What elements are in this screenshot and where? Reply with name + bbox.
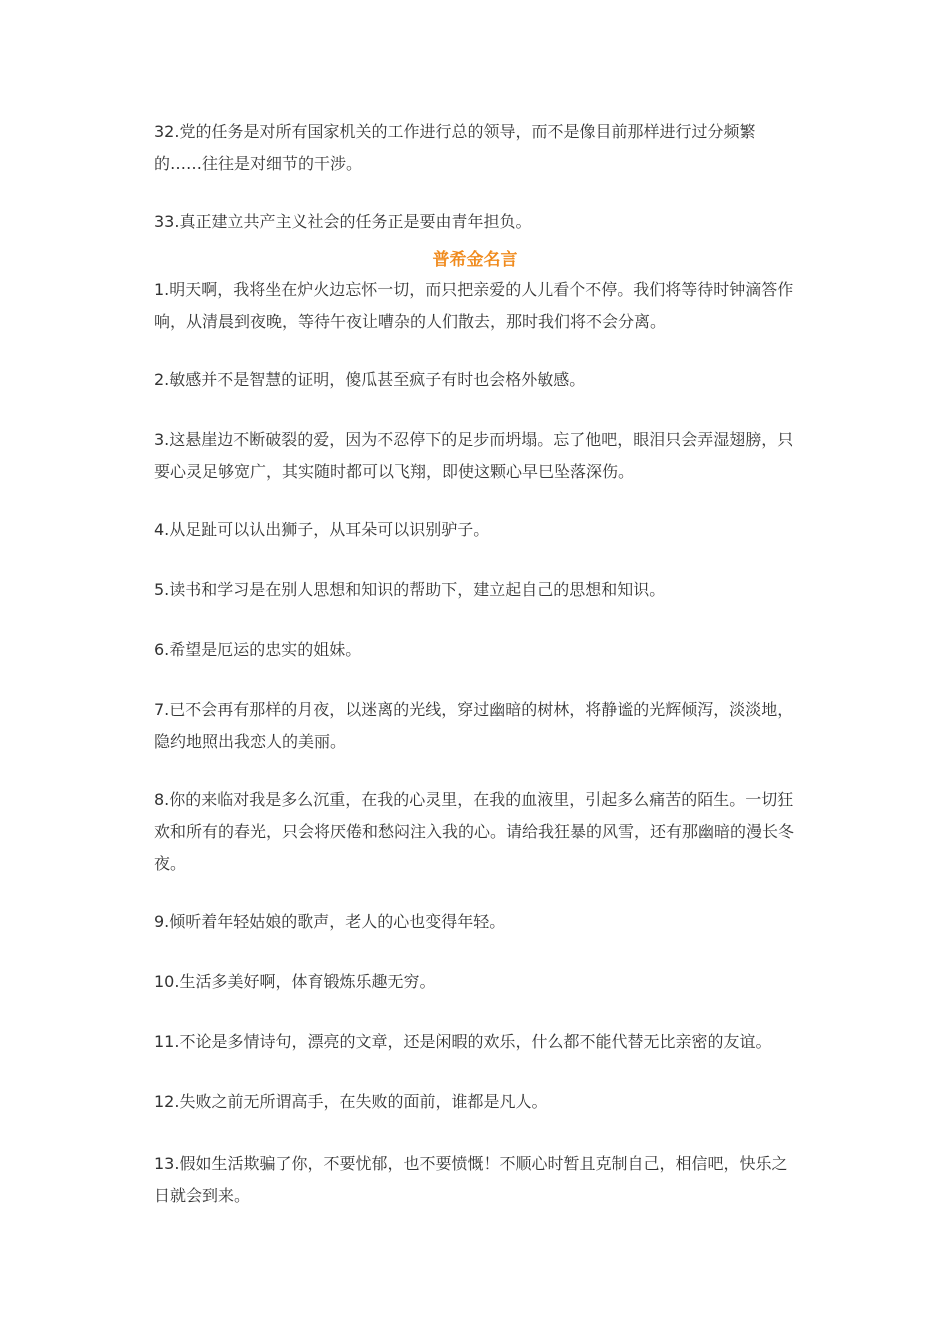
quote-item-6: 6.希望是厄运的忠实的姐妹。 [154,640,362,659]
quote-item-2: 2.敏感并不是智慧的证明，傻瓜甚至疯子有时也会格外敏感。 [154,370,586,389]
quote-item-9: 9.倾听着年轻姑娘的歌声，老人的心也变得年轻。 [154,912,506,931]
quote-item-5: 5.读书和学习是在别人思想和知识的帮助下，建立起自己的思想和知识。 [154,580,666,599]
quote-item-10: 10.生活多美好啊，体育锻炼乐趣无穷。 [154,972,436,991]
quote-item-8: 8.你的来临对我是多么沉重，在我的心灵里，在我的血液里，引起多么痛苦的陌生。一切狂欢和所有的春光，只会将厌倦和愁闷注入我的心。请给我狂暴的风雪，还有那幽暗的漫长冬夜。 [154,790,795,873]
quote-item-7: 7.已不会再有那样的月夜，以迷离的光线，穿过幽暗的树林，将静谧的光辉倾泻，淡淡地，隐约地照出我恋人的美丽。 [154,700,794,751]
quote-item-4: 4.从足趾可以认出狮子，从耳朵可以识别驴子。 [154,520,490,539]
quote-item-12: 12.失败之前无所谓高手，在失败的面前，谁都是凡人。 [154,1092,548,1111]
quote-item-3: 3.这悬崖边不断破裂的爱，因为不忍停下的足步而坍塌。忘了他吧，眼泪只会弄湿翅膀，只要心灵足够宽广，其实随时都可以飞翔，即使这颗心早巳坠落深伤。 [154,430,794,481]
quote-item-1: 1.明天啊，我将坐在炉火边忘怀一切，而只把亲爱的人儿看个不停。我们将等待时钟滴答作响，从清晨到夜晚，等待午夜让嘈杂的人们散去，那时我们将不会分离。 [154,280,794,331]
quote-item-11: 11.不论是多情诗句，漂亮的文章，还是闲暇的欢乐，什么都不能代替无比亲密的友谊。 [154,1032,772,1051]
paragraph-quote-32: 32.党的任务是对所有国家机关的工作进行总的领导，而不是像目前那样进行过分频繁的……往往是对细节的干涉。 [154,122,756,173]
paragraph-quote-33: 33.真正建立共产主义社会的任务正是要由青年担负。 [154,212,532,231]
section-title: 普希金名言 [432,250,518,270]
quote-item-13: 13.假如生活欺骗了你，不要忧郁，也不要愤慨！不顺心时暂且克制自己，相信吧，快乐之日就会到来。 [154,1154,788,1205]
